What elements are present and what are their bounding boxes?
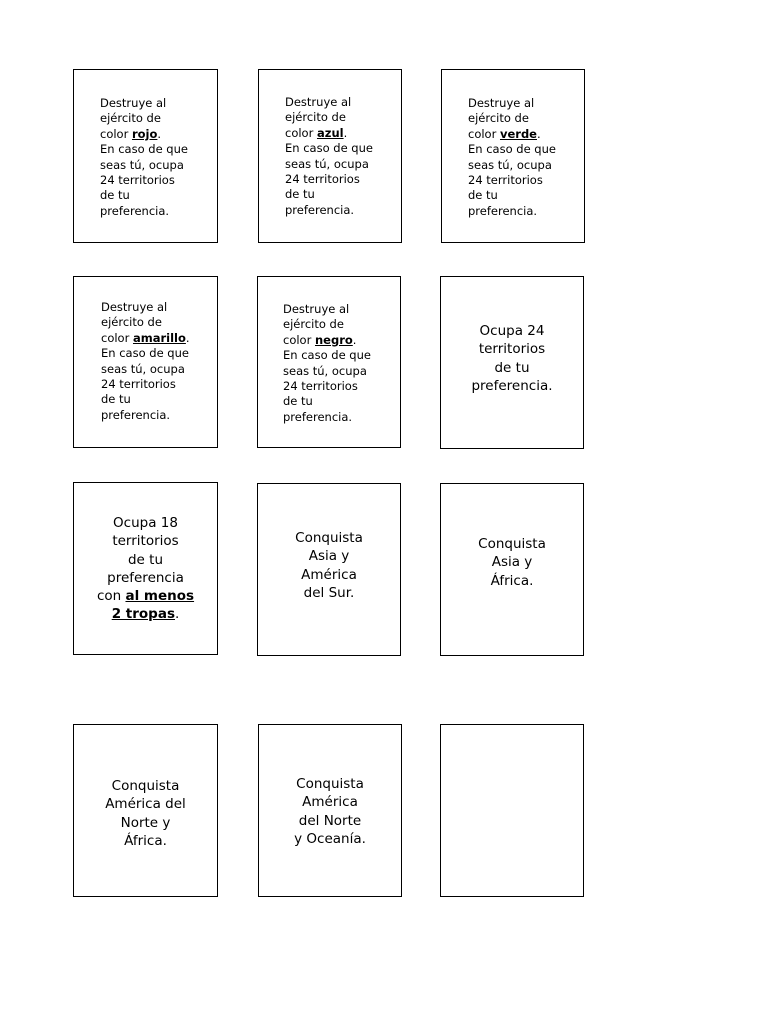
highlighted-color: amarillo: [132, 330, 186, 345]
objective-card-ocupa-18: [73, 482, 218, 655]
objective-card-asia-africa: [440, 483, 584, 656]
objective-card-verde: [441, 69, 585, 243]
card-text: Ocupa 24 territorios de tu preferencia.: [471, 323, 553, 394]
card-text: Conquista América del Norte y África.: [105, 778, 186, 849]
highlighted-troops: al menos 2 tropas: [111, 588, 195, 623]
objective-card-america-norte-africa: [73, 724, 218, 897]
card-text: Conquista Asia y África.: [478, 536, 546, 589]
card-text: Destruye al ejército de color rojo. En caso de que seas tú, ocupa 24 territorios de tu preferencia.: [100, 96, 188, 218]
card-text: Destruye al ejército de color azul. En caso de que seas tú, ocupa 24 territorios de tu preferencia.: [285, 95, 373, 217]
highlighted-color: rojo: [131, 126, 158, 141]
highlighted-color: negro: [314, 332, 353, 347]
objective-card-amarillo: [73, 276, 218, 448]
objective-card-ocupa-24: [440, 276, 584, 449]
card-text: Destruye al ejército de color verde. En caso de que seas tú, ocupa 24 territorios de tu preferencia.: [468, 96, 556, 218]
objective-card-azul: [258, 69, 402, 243]
highlighted-color: verde: [499, 126, 537, 141]
card-text: Conquista Asia y América del Sur.: [295, 530, 363, 601]
highlighted-color: azul: [316, 125, 344, 140]
card-text: Destruye al ejército de color negro. En caso de que seas tú, ocupa 24 territorios de tu preferencia.: [283, 302, 371, 424]
objective-card-blank: [440, 724, 584, 897]
card-text: Destruye al ejército de color amarillo. En caso de que seas tú, ocupa 24 territorios de tu preferencia.: [101, 300, 190, 422]
card-text: Ocupa 18 territorios de tu preferencia con al menos 2 tropas.: [96, 515, 195, 623]
card-text: Conquista América del Norte y Oceanía.: [294, 776, 366, 847]
objective-card-negro: [257, 276, 401, 448]
objective-card-asia-america-sur: [257, 483, 401, 656]
objective-card-rojo: [73, 69, 218, 243]
objective-card-america-norte-oceania: [258, 724, 402, 897]
